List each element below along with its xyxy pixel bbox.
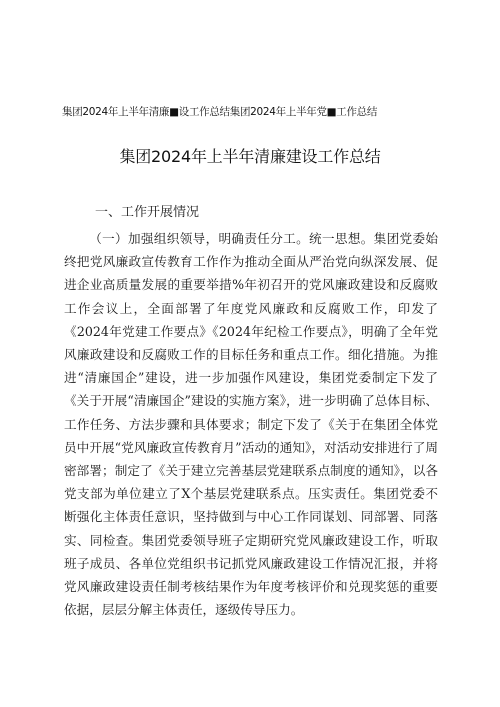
document-header-line: 集团2024年上半年清廉■设工作总结集团2024年上半年党■工作总结: [62, 106, 378, 118]
document-title: 集团2024年上半年清廉建设工作总结: [119, 147, 381, 166]
section-heading: 一、工作开展情况: [95, 205, 200, 220]
body-paragraph: （一）加强组织领导，明确责任分工。统一思想。集团党委始终把党风廉政宣传教育工作作为推动全面从严治党向纵深发展、促进企业高质量发展的重要举措%年初召开的党风廉政建设和反腐败工作会议上，全面部署了年度党风廉政和反腐败工作，印发了《2024年党建工作要点》《2024年纪检工作要点》，明确了全年党风廉政建设和反腐败工作的目标任务和重点工作。细化措施。为推进“清廉国企”建设，进一步加强作风建设，集团党委制定下发了《关于开展“清廉国企”建设的实施方案》，进一步明确了总体目标、工作任务、方法步骤和具体要求；制定下发了《关于在集团全体党员中开展“党风廉政宣传教育月”活动的通知》，对活动安排进行了周密部署；制定了《关于建立完善基层党建联系点制度的通知》，以各党支部为单位建立了X个基层党建联系点。压实责任。集团党委不断强化主体责任意识，坚持做到与中心工作同谋划、同部署、同落实、同检查。集团党委领导班子定期研究党风廉政建设工作，听取班子成员、各单位党组织书记抓党风廉政建设工作情况汇报，并将党风廉政建设责任制考核结果作为年度考核评价和兑现奖惩的重要依据，层层分解主体责任，逐级传导压力。: [64, 231, 438, 618]
